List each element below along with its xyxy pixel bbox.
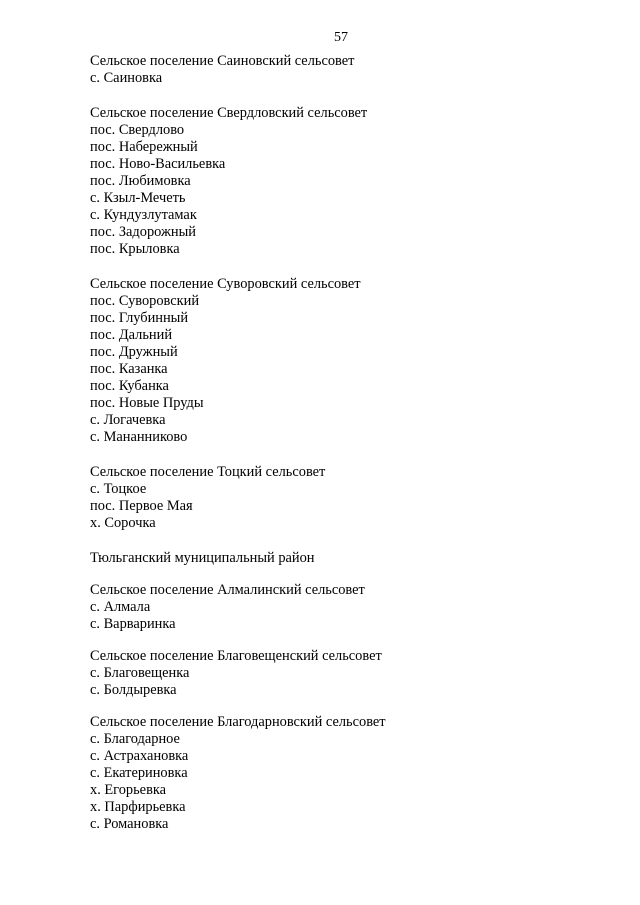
list-item: пос. Дружный [90,344,178,360]
list-item: пос. Дальний [90,327,173,343]
list-item: с. Кзыл-Мечеть [90,190,186,206]
list-item: с. Романовка [90,816,169,832]
list-item: пос. Глубинный [90,310,189,326]
district-heading: Тюльганский муниципальный район [90,550,315,566]
list-item: с. Саиновка [90,70,163,86]
list-item: с. Болдыревка [90,682,177,698]
settlement-block [90,464,610,532]
list-item: пос. Казанка [90,361,168,377]
list-item: с. Логачевка [90,412,166,428]
list-item: с. Благовещенка [90,665,190,681]
list-item: пос. Первое Мая [90,498,193,514]
list-item: с. Астрахановка [90,748,189,764]
list-item: х. Парфирьевка [90,799,186,815]
document-body [90,53,610,833]
list-item: пос. Ново-Васильевка [90,156,226,172]
page-number: 57 [334,30,348,45]
list-item: с. Варваринка [90,616,176,632]
block-heading: Сельское поселение Благовещенский сельсовет [90,648,382,664]
list-item: с. Кундузлутамак [90,207,197,223]
list-item: пос. Любимовка [90,173,191,189]
block-heading: Сельское поселение Тоцкий сельсовет [90,464,326,480]
settlement-block [90,648,610,699]
list-item: с. Благодарное [90,731,180,747]
list-item: пос. Новые Пруды [90,395,204,411]
list-item: пос. Кубанка [90,378,169,394]
list-item: х. Егорьевка [90,782,167,798]
list-item: пос. Задорожный [90,224,196,240]
list-item: пос. Набережный [90,139,198,155]
district-heading-block [90,550,610,567]
list-item: пос. Суворовский [90,293,200,309]
block-heading: Сельское поселение Благодарновский сельсовет [90,714,386,730]
settlement-block [90,53,610,87]
list-item: с. Алмала [90,599,151,615]
block-heading: Сельское поселение Свердловский сельсовет [90,105,368,121]
block-heading: Сельское поселение Алмалинский сельсовет [90,582,365,598]
settlement-block [90,276,610,446]
settlement-block [90,582,610,633]
list-item: с. Екатериновка [90,765,188,781]
list-item: с. Тоцкое [90,481,147,497]
list-item: пос. Свердлово [90,122,185,138]
block-heading: Сельское поселение Суворовский сельсовет [90,276,361,292]
list-item: пос. Крыловка [90,241,180,257]
block-heading: Сельское поселение Саиновский сельсовет [90,53,355,69]
list-item: х. Сорочка [90,515,156,531]
list-item: с. Мананниково [90,429,188,445]
settlement-block [90,105,610,258]
settlement-block [90,714,610,833]
